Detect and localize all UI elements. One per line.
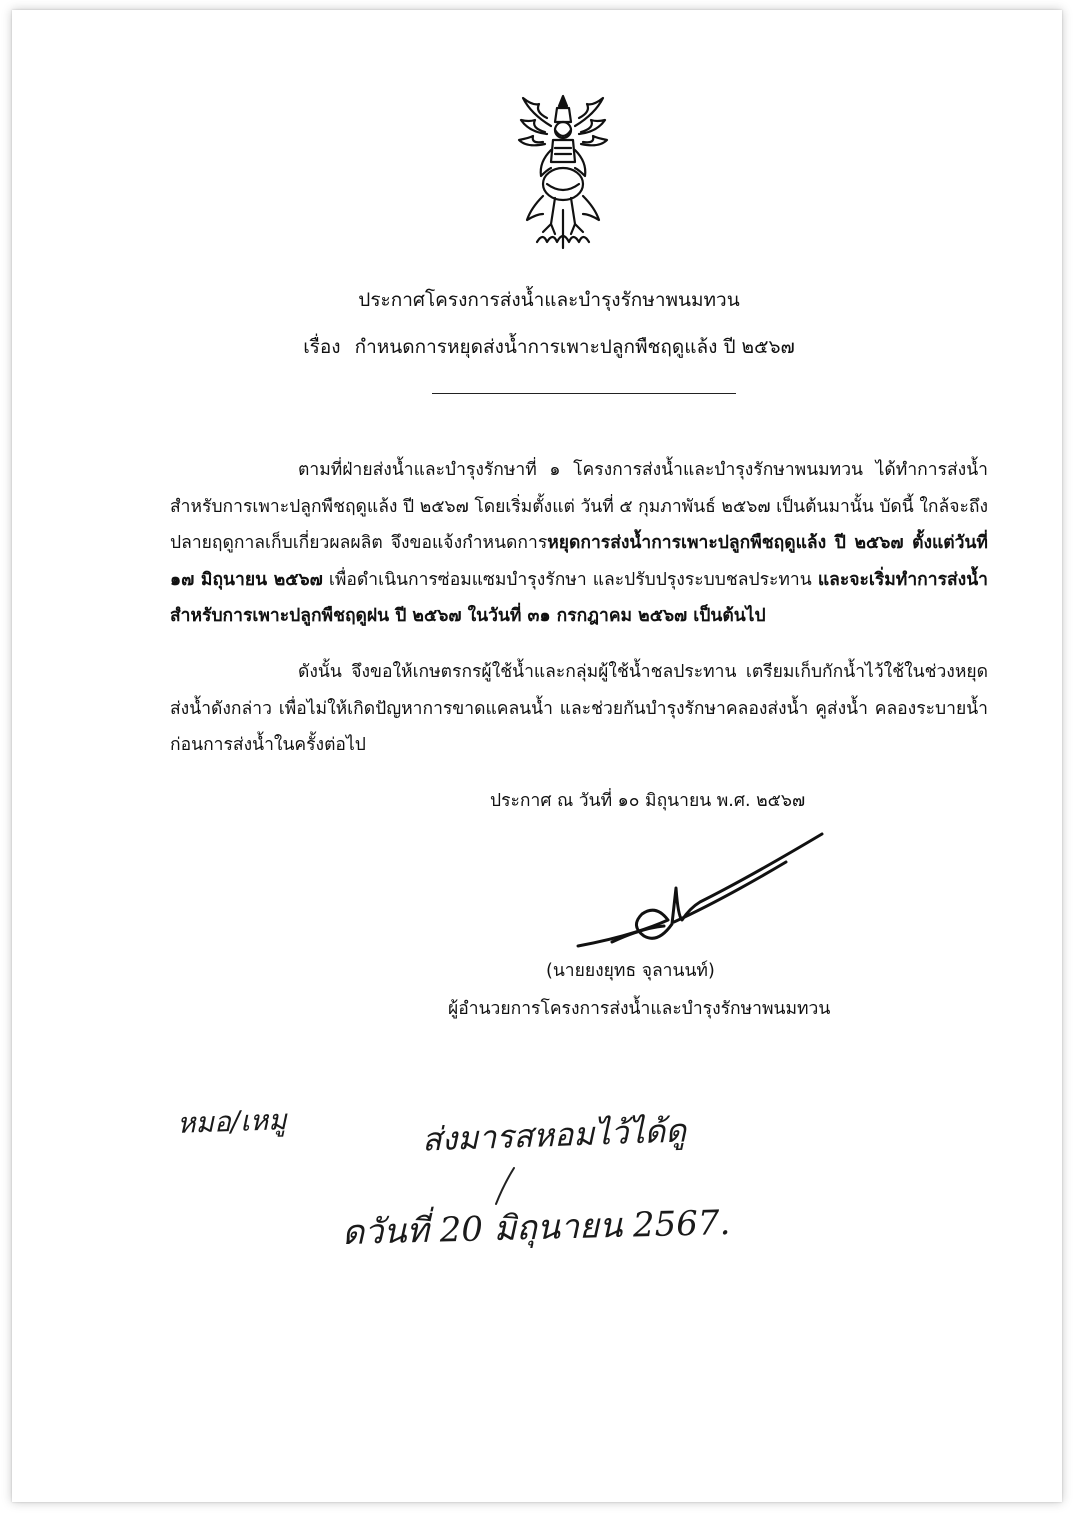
paragraph-2: [170, 654, 988, 764]
title-divider: [432, 393, 736, 394]
subject-label: เรื่อง: [303, 336, 341, 358]
signer-name: (นายยงยุทธ จุลานนท์): [546, 961, 715, 981]
announcement-subject: [24, 332, 1074, 362]
announcement-title: ประกาศโครงการส่งน้ำและบำรุงรักษาพนมทวน: [358, 289, 740, 311]
handwritten-note-line-1: ส่งมารสหอมไว้ได้ดู: [421, 1111, 687, 1159]
handwritten-note-line-2: ดวันที่ 20 มิถุนายน 2567.: [341, 1202, 731, 1254]
garuda-emblem-icon: [517, 92, 609, 252]
signature-icon: [572, 828, 832, 968]
paragraph-1-text: ตามที่ฝ่ายส่งน้ำและบำรุงรักษาที่ ๑ โครงการส่งน้ำและบำรุงรักษาพนมทวน ได้ทำการส่งน้ำสำหรับการเพาะปลูกพืชฤดูแล้ง ปี ๒๕๖๗ โดยเริ่มตั้งแต่ วันที่ ๕ กุมภาพันธ์ ๒๕๖๗ เป็นต้นมานั้น บัดนี้ ใกล้จะถึงปลายฤดูกาลเก็บเกี่ยวผลผลิต จึงขอแจ้งกำหนดการ: [170, 460, 988, 553]
subject-text: กำหนดการหยุดส่งน้ำการเพาะปลูกพืชฤดูแล้ง ปี ๒๕๖๗: [354, 336, 795, 358]
announcement-date: ประกาศ ณ วันที่ ๑๐ มิถุนายน พ.ศ. ๒๕๖๗: [490, 791, 806, 811]
paragraph-2-text: ดังนั้น จึงขอให้เกษตรกรผู้ใช้น้ำและกลุ่มผู้ใช้น้ำชลประทาน เตรียมเก็บกักน้ำไว้ใช้ในช่วงหยุดส่งน้ำดังกล่าว เพื่อไม่ให้เกิดปัญหาการขาดแคลนน้ำ และช่วยกันบำรุงรักษาคลองส่งน้ำ คูส่งน้ำ คลองระบายน้ำ ก่อนการส่งน้ำในครั้งต่อไป: [170, 662, 988, 755]
paragraph-1-bold-stop: หยุดการส่งน้ำการเพาะปลูกพืชฤดูแล้ง ปี ๒๕๖๗ ตั้งแต่วันที่ ๑๗ มิถุนายน ๒๕๖๗: [170, 533, 988, 590]
signer-position: ผู้อำนวยการโครงการส่งน้ำและบำรุงรักษาพนมทวน: [448, 999, 831, 1019]
paragraph-1-bold-start: และจะเริ่มทำการส่งน้ำสำหรับการเพาะปลูกพืชฤดูฝน ปี ๒๕๖๗ ในวันที่ ๓๑ กรกฎาคม ๒๕๖๗ เป็นต้นไป: [170, 569, 988, 626]
document-page: [12, 10, 1062, 1502]
paragraph-1: [170, 452, 988, 635]
handwritten-note-left: หมอ/เหมู: [176, 1103, 288, 1140]
paragraph-1-text-2: เพื่อดำเนินการซ่อมแซมบำรุงรักษา และปรับปรุงระบบชลประทาน: [322, 569, 818, 590]
